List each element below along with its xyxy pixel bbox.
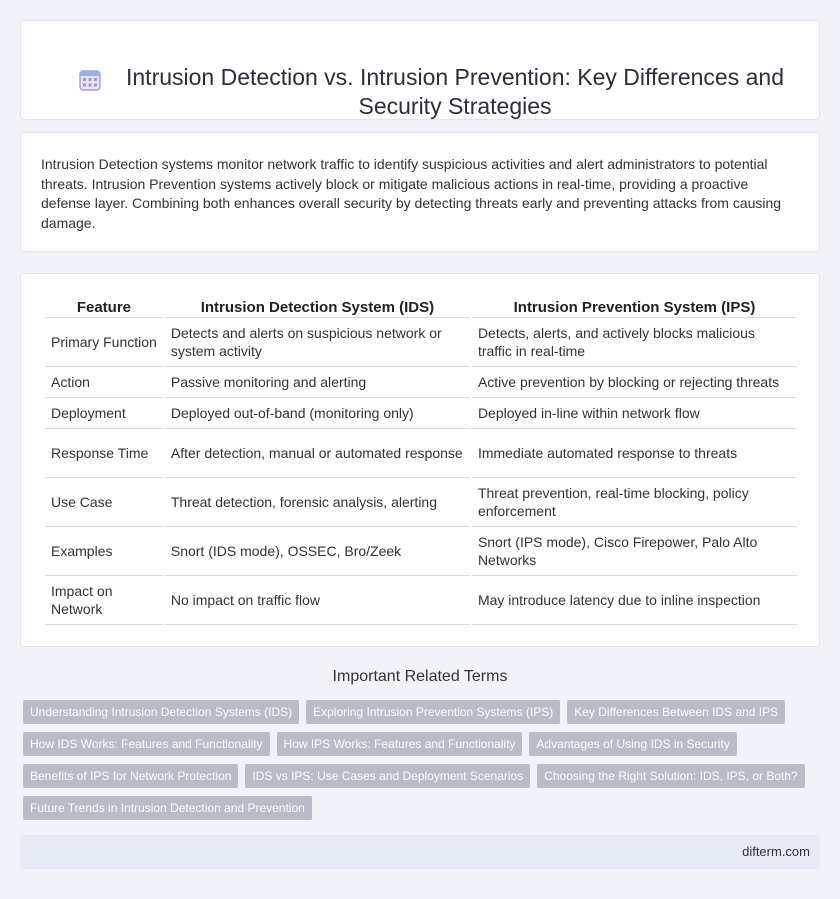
footer xyxy=(20,835,820,869)
related-term-tag[interactable]: How IPS Works: Features and Functionality xyxy=(277,732,523,756)
table-row xyxy=(45,398,797,429)
related-term-tag[interactable]: Benefits of IPS for Network Protection xyxy=(23,764,238,788)
title-card xyxy=(20,20,820,120)
ids-cell: Passive monitoring and alerting xyxy=(165,367,470,398)
calendar-grid-icon xyxy=(79,68,101,92)
related-term-tag[interactable]: IDS vs IPS: Use Cases and Deployment Scenarios xyxy=(245,764,530,788)
ips-cell: Threat prevention, real-time blocking, policy enforcement xyxy=(472,478,797,527)
ids-cell: No impact on traffic flow xyxy=(165,576,470,625)
table-row xyxy=(45,478,797,527)
feature-cell: Impact on Network xyxy=(45,576,163,625)
table-header-row xyxy=(45,296,797,318)
ips-cell: Deployed in-line within network flow xyxy=(472,398,797,429)
page-title: Intrusion Detection vs. Intrusion Prevention: Key Differences and Security Strategies xyxy=(126,64,784,119)
ips-cell: Snort (IPS mode), Cisco Firepower, Palo Alto Networks xyxy=(472,527,797,576)
feature-cell: Examples xyxy=(45,527,163,576)
summary-card xyxy=(20,132,820,252)
header-ips: Intrusion Prevention System (IPS) xyxy=(472,296,797,318)
feature-cell: Action xyxy=(45,367,163,398)
summary-text: Intrusion Detection systems monitor network traffic to identify suspicious activities and alert administrators to potential threats. Intrusion Prevention systems actively block or mitigate malicious actions in real-time, providing a proactive defense layer. Combining both enhances overall security by detecting threats early and preventing attacks from causing damage. xyxy=(41,156,782,231)
comparison-table-card xyxy=(20,273,820,647)
ids-cell: Detects and alerts on suspicious network or system activity xyxy=(165,318,470,367)
ips-cell: Detects, alerts, and actively blocks malicious traffic in real-time xyxy=(472,318,797,367)
ips-cell: May introduce latency due to inline inspection xyxy=(472,576,797,625)
comparison-table xyxy=(43,296,799,625)
related-term-tag[interactable]: Advantages of Using IDS in Security xyxy=(529,732,736,756)
feature-cell: Use Case xyxy=(45,478,163,527)
table-row xyxy=(45,576,797,625)
ids-cell: Deployed out-of-band (monitoring only) xyxy=(165,398,470,429)
related-term-tag[interactable]: Understanding Intrusion Detection Systems (IDS) xyxy=(23,700,299,724)
feature-cell: Response Time xyxy=(45,429,163,478)
header-feature: Feature xyxy=(45,296,163,318)
table-row xyxy=(45,367,797,398)
feature-cell: Primary Function xyxy=(45,318,163,367)
table-row xyxy=(45,429,797,478)
ips-cell: Active prevention by blocking or rejecting threats xyxy=(472,367,797,398)
related-term-tag[interactable]: Choosing the Right Solution: IDS, IPS, or Both? xyxy=(537,764,804,788)
related-terms-heading: Important Related Terms xyxy=(332,668,508,685)
related-term-tag[interactable]: How IDS Works: Features and Functionality xyxy=(23,732,270,756)
ids-cell: Threat detection, forensic analysis, alerting xyxy=(165,478,470,527)
related-terms-list xyxy=(23,700,813,820)
ips-cell: Immediate automated response to threats xyxy=(472,429,797,478)
ids-cell: Snort (IDS mode), OSSEC, Bro/Zeek xyxy=(165,527,470,576)
header-ids: Intrusion Detection System (IDS) xyxy=(165,296,470,318)
related-term-tag[interactable]: Key Differences Between IDS and IPS xyxy=(567,700,785,724)
feature-cell: Deployment xyxy=(45,398,163,429)
table-row xyxy=(45,527,797,576)
ids-cell: After detection, manual or automated response xyxy=(165,429,470,478)
related-term-tag[interactable]: Exploring Intrusion Prevention Systems (IPS) xyxy=(306,700,560,724)
footer-site-name[interactable]: difterm.com xyxy=(742,844,810,859)
table-row xyxy=(45,318,797,367)
related-term-tag[interactable]: Future Trends in Intrusion Detection and Prevention xyxy=(23,796,312,820)
